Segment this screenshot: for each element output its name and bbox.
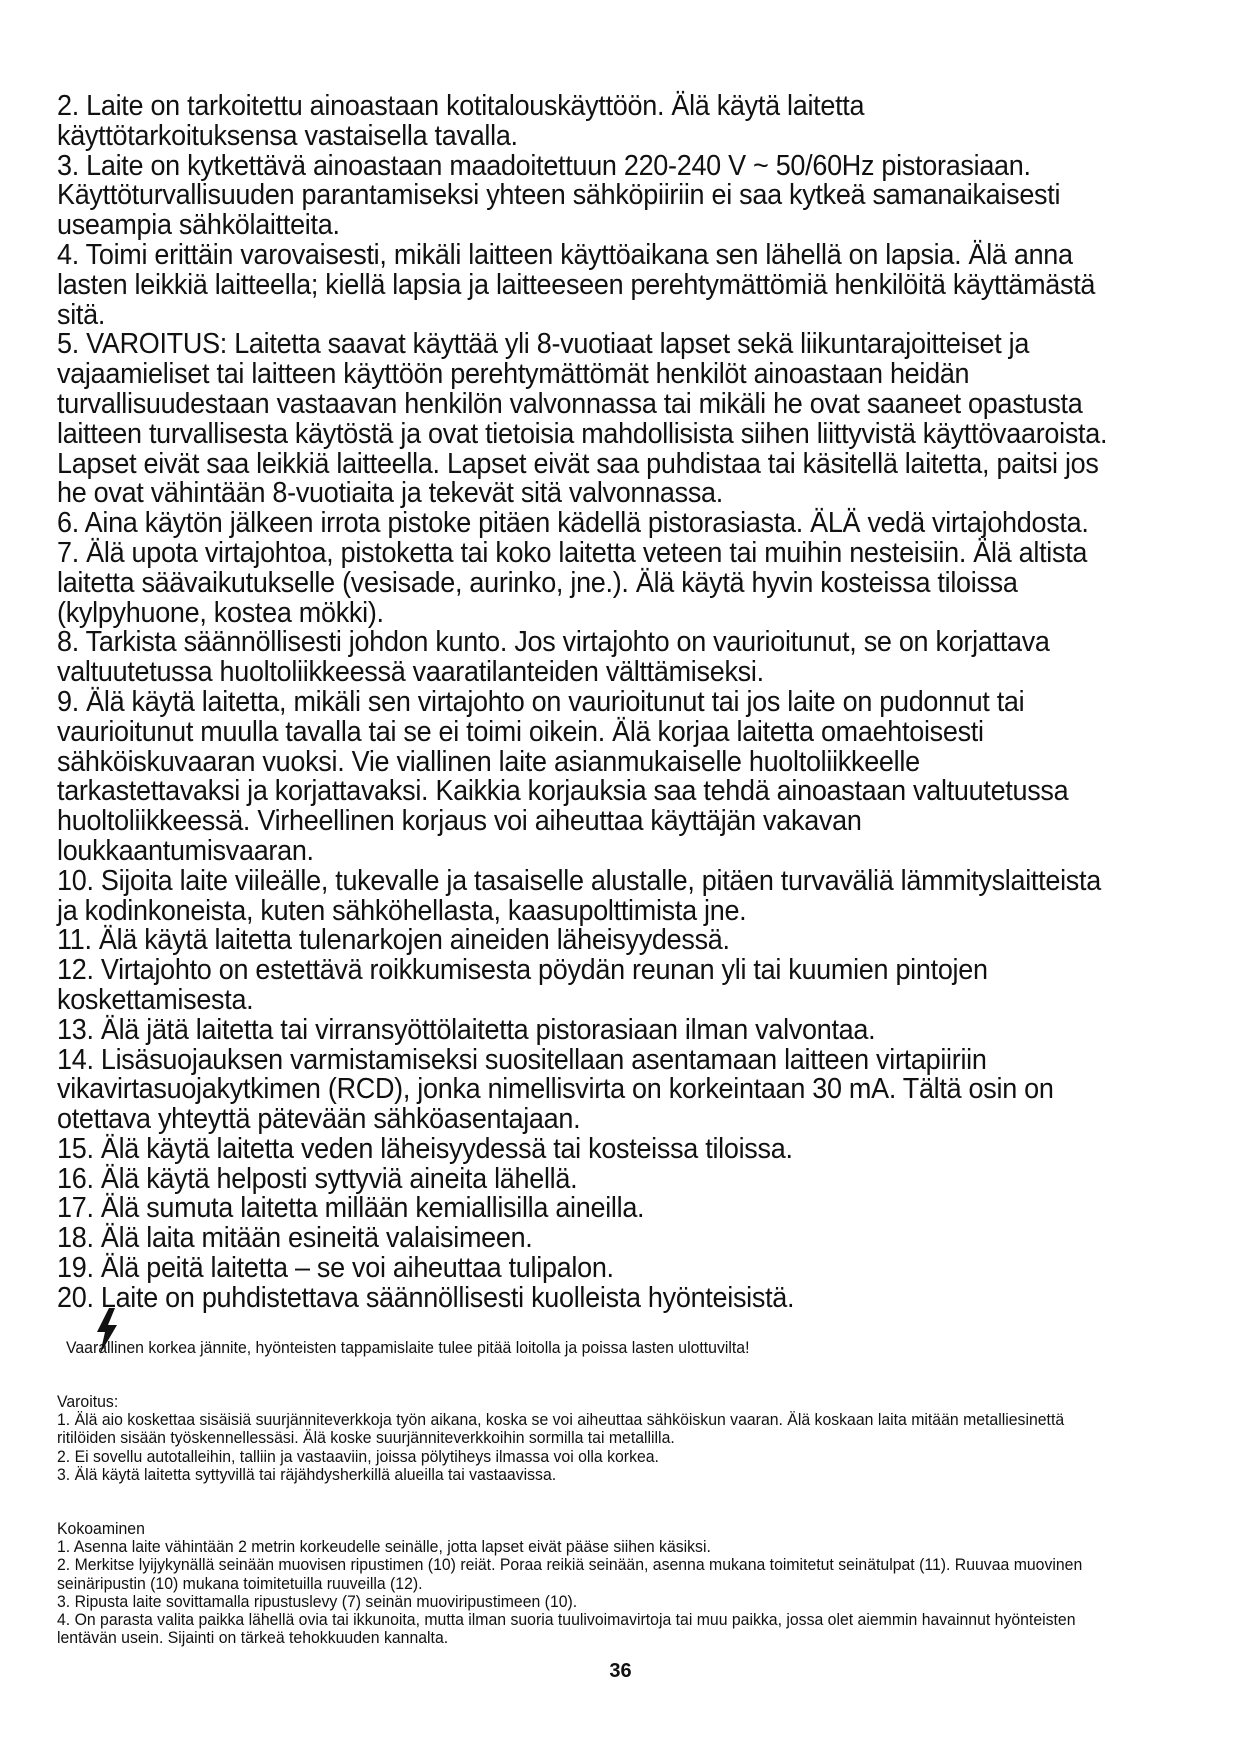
list-item: 10. Sijoita laite viileälle, tukevalle ja tasaiselle alustalle, pitäen turvaväliä lämmityslaitteista ja kodinkoneista, kuten sähköhellasta, kaasupolttimista jne.: [57, 864, 1101, 927]
list-item: 2. Merkitse lyijykynällä seinään muovisen ripustimen (10) reiät. Poraa reikiä seinään, asenna mukana toimitetut seinätulpat (11). Ruuvaa muovinen seinäripustin (10) mukana toimitetuilla ruuveilla (12).: [57, 1555, 1083, 1593]
list-item: 5. VAROITUS: Laitetta saavat käyttää yli 8-vuotiaat lapset sekä liikuntarajoitteiset ja vajaamieliset tai laitteen käyttöön perehtymättömät henkilöt ainoastaan heidän turvallisuudestaan vastaavan henkilön valvonnassa tai mikäli he ovat saaneet opastusta laitteen turvallisesta käytöstä ja ovat tietoisia mahdollisista siihen liittyvistä käyttövaaroista. Lapset eivät saa leikkiä laitteella. Lapset eivät saa puhdistaa tai käsitellä laitetta, paitsi jos he ovat vähintään 8-vuotiaita ja tekevät sitä valvonnassa.: [57, 328, 1108, 510]
list-item: 12. Virtajohto on estettävä roikkumisesta pöydän reunan yli tai kuumien pintojen koskettamisesta.: [57, 954, 988, 1016]
list-item: 4. Toimi erittäin varovaisesti, mikäli laitteen käyttöaikana sen lähellä on lapsia. Älä anna lasten leikkiä laitteella; kiellä lapsia ja laitteeseen perehtymättömiä henkilöitä käyttämästä sitä.: [57, 238, 1096, 331]
list-item: 15. Älä käytä laitetta veden läheisyydessä tai kosteissa tiloissa.: [57, 1132, 793, 1165]
list-item: 3. Älä käytä laitetta syttyvillä tai räjähdysherkillä alueilla tai vastaavissa.: [57, 1464, 557, 1484]
kokoaminen-section: [57, 1520, 1099, 1647]
safety-instructions-list: [57, 92, 1108, 1314]
list-item: 13. Älä jätä laitetta tai virransyöttölaitetta pistorasiaan ilman valvontaa.: [57, 1013, 876, 1046]
varoitus-section: [57, 1393, 1099, 1484]
list-item: 3. Ripusta laite sovittamalla ripustuslevy (7) seinän muoviripustimeen (10).: [57, 1591, 578, 1611]
list-item: 4. On parasta valita paikka lähellä ovia tai ikkunoita, mutta ilman suoria tuulivoimavirtoja tai muu paikka, jossa olet aiemmin havainnut hyönteisten lentävän usein. Sijainti on tärkeä tehokkuuden kannalta.: [57, 1610, 1076, 1648]
section-heading: Varoitus:: [57, 1392, 119, 1411]
list-item: 19. Älä peitä laitetta – se voi aiheuttaa tulipalon.: [57, 1252, 614, 1285]
hazard-warning-text: Vaarallinen korkea jännite, hyönteisten tappamislaite tulee pitää loitolla ja poissa lasten ulottuvilta!: [66, 1338, 750, 1357]
section-heading: Kokoaminen: [57, 1519, 145, 1538]
list-item: 2. Ei sovellu autotalleihin, talliin ja vastaaviin, joissa pölytiheys ilmassa voi olla korkea.: [57, 1446, 659, 1466]
list-item: 6. Aina käytön jälkeen irrota pistoke pitäen kädellä pistorasiasta. ÄLÄ vedä virtajohdosta.: [57, 507, 1089, 540]
list-item: 1. Asenna laite vähintään 2 metrin korkeudelle seinälle, jotta lapset eivät pääse siihen käsiksi.: [57, 1537, 711, 1557]
list-item: 7. Älä upota virtajohtoa, pistoketta tai koko laitetta veteen tai muihin nesteisiin. Älä altista laitetta säävaikutukselle (vesisade, aurinko, jne.). Älä käytä hyvin kosteissa tiloissa (kylpyhuone, kostea mökki).: [57, 536, 1088, 629]
list-item: 11. Älä käytä laitetta tulenarkojen aineiden läheisyydessä.: [57, 924, 730, 957]
list-item: 14. Lisäsuojauksen varmistamiseksi suositellaan asentamaan laitteen virtapiiriin vikavirtasuojakytkimen (RCD), jonka nimellisvirta on korkeintaan 30 mA. Tältä osin on otettava yhteyttä pätevään sähköasentajaan.: [57, 1043, 1054, 1136]
page-number: 36: [609, 1660, 632, 1682]
list-item: 2. Laite on tarkoitettu ainoastaan kotitalouskäyttöön. Älä käytä laitetta käyttötarkoituksensa vastaisella tavalla.: [57, 90, 865, 152]
list-item: 18. Älä laita mitään esineitä valaisimeen.: [57, 1222, 533, 1255]
hazard-warning: [64, 1308, 1174, 1356]
list-item: 8. Tarkista säännöllisesti johdon kunto. Jos virtajohto on vaurioitunut, se on korjattava valtuutetussa huoltoliikkeessä vaaratilanteiden välttämiseksi.: [57, 626, 1050, 689]
list-item: 3. Laite on kytkettävä ainoastaan maadoitettuun 220-240 V ~ 50/60Hz pistorasiaan. Käyttöturvallisuuden parantamiseksi yhteen sähköpiiriin ei saa kytkeä samanaikaisesti useampia sähkölaitteita.: [57, 149, 1061, 242]
list-item: 16. Älä käytä helposti syttyviä aineita lähellä.: [57, 1162, 578, 1195]
list-item: 9. Älä käytä laitetta, mikäli sen virtajohto on vaurioitunut tai jos laite on pudonnut tai vaurioitunut muulla tavalla tai se ei toimi oikein. Älä korjaa laitetta omaehtoisesti sähköiskuvaaran vuoksi. Vie viallinen laite asianmukaiselle huoltoliikkeelle tarkastettavaksi ja korjattavaksi. Kaikkia korjauksia saa tehdä ainoastaan valtuutetussa huoltoliikkeessä. Virheellinen korjaus voi aiheuttaa käyttäjän vakavan loukkaantumisvaaran.: [57, 685, 1069, 867]
list-item: 17. Älä sumuta laitetta millään kemiallisilla aineilla.: [57, 1192, 645, 1225]
list-item: 1. Älä aio koskettaa sisäisiä suurjänniteverkkoja työn aikana, koska se voi aiheuttaa sähköiskun vaaran. Älä koskaan laita mitään metalliesinettä ritilöiden sisään työskennellessäsi. Älä koske suurjänniteverkkoihin sormilla tai metallilla.: [57, 1410, 1065, 1448]
list-item: 20. Laite on puhdistettava säännöllisesti kuolleista hyönteisistä.: [57, 1281, 795, 1314]
